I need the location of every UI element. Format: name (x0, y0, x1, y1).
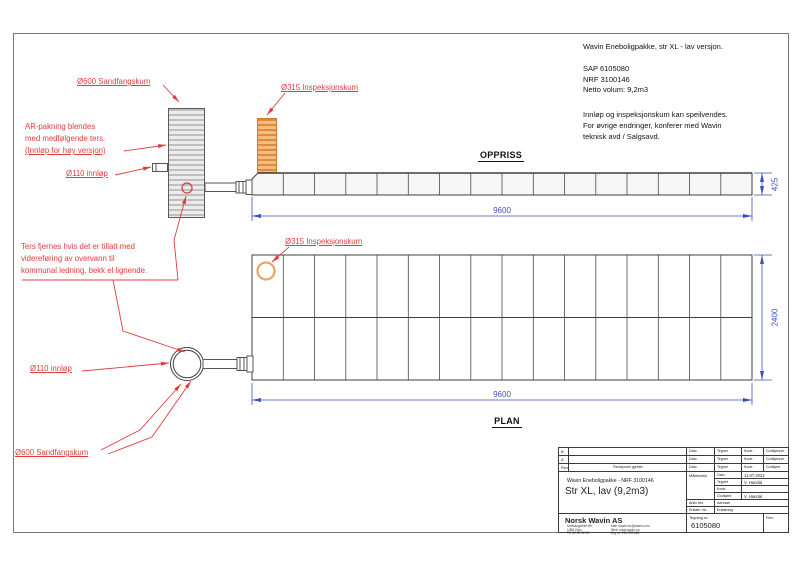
tb-rev-b-tegner: Tegner (715, 448, 742, 456)
pipe-bell-elevation (246, 180, 252, 195)
outlet-pipe-elevation (205, 183, 236, 192)
tb-rev-cell: Rev. (766, 515, 774, 520)
label-sandfang-top: Ø600 Sandfangskum (77, 77, 151, 86)
note-ar-line1: AR-pakning blendes (25, 122, 96, 131)
pipe-bell-plan (247, 356, 253, 372)
dim-tank-height: 425 (770, 177, 780, 192)
oppriss-tank (252, 173, 752, 195)
tb-tegning-cell (687, 514, 764, 532)
tb-title-cell (559, 472, 687, 514)
tb-arkiv-label: Arkiv bet. (687, 500, 715, 507)
tb-rev-b-desc (569, 448, 687, 456)
tb-info-godkjent-value: V. Handal (742, 493, 788, 500)
tb-rev-godkjent-header: Godkjent (764, 464, 788, 472)
note-para-1: Innløp og inspeksjonskum kan speilvendes. (583, 110, 728, 119)
tb-info-kontr-label: Kontr. (715, 486, 742, 493)
tb-erstatn-label: Erstatn. for (687, 507, 715, 514)
tb-rev-desc-header: Revisjonen gjelder (569, 464, 687, 472)
note-ters-line3: kommunal ledning, bekk el lignende. (21, 266, 148, 275)
plan-view-label: PLAN (492, 416, 522, 428)
tb-rev-kontr-header: Kontr. (742, 464, 764, 472)
tb-product-line: Wavin Eneboligpakke - NRF 3100146 (567, 478, 654, 484)
label-sandfang-plan: Ø600 Sandfangskum (15, 448, 89, 457)
tb-rev-label: Rev. (561, 465, 569, 470)
tb-tegning-value: 6105080 (691, 521, 721, 530)
tb-rev-a-dato: Dato (687, 456, 715, 464)
tb-tegning-label: Tegning nr. (689, 515, 709, 520)
note-para-2: For øvrige endringer, konferer med Wavin (583, 121, 722, 130)
label-inlet-plan: Ø110 innløp (30, 364, 72, 373)
tb-rev-b-kontr: Kontr. (742, 448, 764, 456)
tb-rev-dato-header: Dato (687, 464, 715, 472)
note-nrf: NRF 3100146 (583, 74, 630, 84)
tb-info-tegnet-label: Tegnet (715, 479, 742, 486)
tb-rev-b-dato: Dato (687, 448, 715, 456)
plan-sandfang (171, 348, 254, 381)
note-sap: SAP 6105080 (583, 64, 630, 73)
tb-rev-a: A (559, 456, 569, 464)
tb-info-kontr-value (742, 486, 788, 493)
tb-rev-b-godkjent: Godkjenner (764, 448, 788, 456)
note-ar-line2: med medfølgende ters. (25, 134, 106, 143)
tb-product-title: Str XL, lav (9,2m3) (565, 486, 649, 497)
pipe-coupling-elevation (236, 182, 246, 194)
tb-company-name: Norsk Wavin AS (565, 516, 623, 525)
pipe-coupling-plan (237, 358, 247, 371)
tb-rev-tegnet-header: Tegnet (715, 464, 742, 472)
oppriss-view-label: OPPRISS (479, 150, 523, 160)
inlet-stub-elevation (153, 164, 168, 172)
tb-info-dato-value: 11.07.2022 (742, 472, 788, 479)
tb-company-contact: Mail: wavin.no@wavin.com Web: www.wavin.no Org nr: 911 372 662 (611, 524, 650, 536)
tb-rev-a-kontr: Kontr. (742, 456, 764, 464)
dim-oppriss-length: 9600 (493, 206, 511, 215)
note-para-3: teknisk avd / Salgsavd. (583, 132, 660, 141)
tb-arkiv-value: Adresse (715, 500, 788, 507)
tb-rev-b: B (559, 448, 569, 456)
tb-info-tegnet-value: V. Handal (742, 479, 788, 486)
plan-tank (252, 255, 752, 380)
dim-plan-width: 2400 (770, 308, 780, 327)
title-block (558, 447, 789, 536)
ters-marker-circle (182, 183, 192, 193)
tb-company-address: Karihaugveien 89 1086 Oslo Tlf: 22 30 92 00 (567, 524, 592, 536)
tb-rev-a-desc (569, 456, 687, 464)
label-inlet-oppriss: Ø110 innløp (66, 169, 108, 178)
note-ar-line3: (Innløp for høy versjon) (25, 146, 106, 155)
tb-malestokk: Målestokk (687, 472, 715, 500)
tb-rev-a-tegner: Tegner (715, 456, 742, 464)
tb-info-godkjent-label: Godkjent (715, 493, 742, 500)
dim-plan-length: 9600 (493, 390, 511, 399)
label-inspeksjon-plan: Ø315 Inspeksjonskum (285, 237, 363, 246)
tb-company-cell (559, 514, 687, 536)
note-title: Wavin Eneboligpakke, str XL - lav versjon. (583, 42, 723, 51)
note-ters-line1: Ters fjernes hvis det er tillatt med (21, 242, 135, 251)
tb-info-dato-label: Dato (715, 472, 742, 479)
note-ters-line2: videreføring av overvann til (21, 254, 115, 263)
oppriss-pipes (153, 164, 253, 195)
tb-erstatn-value: Erstatning (715, 507, 788, 514)
label-inspeksjon-oppriss: Ø315 Inspeksjonskum (281, 83, 359, 92)
tb-rev-a-godkjent: Godkjenner (764, 456, 788, 464)
outlet-pipe-plan (203, 360, 237, 369)
note-netto: Netto volum: 9,2m3 (583, 85, 649, 94)
